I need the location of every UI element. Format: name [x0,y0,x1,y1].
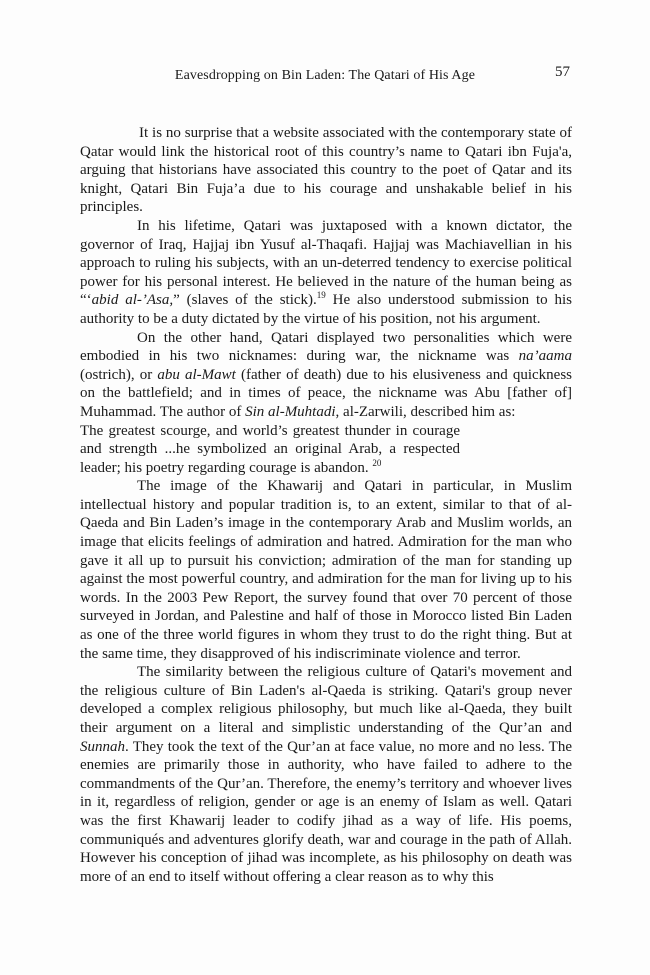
paragraph-3: On the other hand, Qatari displayed two personalities which were embodied in his two nicknames: during war, the nickname was na’aama (ostrich), or abu al-Mawt (father of death) due to his elusiveness and quickness on the battlefield; and in times of peace, the nickname was Abu [father of] Muhammad. The author of Sin al-Muhtadi, al-Zarwili, described him as: [80,329,572,420]
italic-term: abid al-’Asa, [91,292,174,309]
footnote-ref-20: 20 [372,457,382,468]
body-text [80,124,572,886]
italic-term: na’aama [518,348,572,365]
paragraph-4: The image of the Khawarij and Qatari in particular, in Muslim intellectual history and popular tradition is, to an extent, similar to that of al-Qaeda and Bin Laden’s image in the contemporary Arab and Muslim worlds, an image that elicits feelings of admiration and hatred. Admiration for the man who gave it all up to pursuit his conviction; admiration of the man for standing up against the most powerful country, and admiration for the man for living up to his words. In the 2003 Pew Report, the survey found that over 70 percent of those surveyed in Jordan, and Palestine and half of those in Morocco listed Bin Laden as one of the three world figures in whom they trust to do the right thing. But at the same time, they disapproved of his indiscriminate violence and terror. [80,478,572,662]
italic-title: Sin al-Muhtadi [245,403,336,420]
page-number: 57 [555,64,570,80]
italic-term: abu al-Mawt [157,366,236,383]
italic-term: Sunnah [80,738,125,755]
paragraph-2: In his lifetime, Qatari was juxtaposed with a known dictator, the governor of Iraq, Hajjaj ibn Yusuf al-Thaqafi. Hajjaj was Machiavellian in his approach to ruling his subjects, with an un-deterred tendency to exercise political power for his personal interest. He believed in the nature of the human being as “‘abid al-’Asa,” (slaves of the stick).$^{19}$ He also understood submission to his authority to be a duty dictated by the virtue of his position, not his argument. [80,217,573,327]
paragraph-1: It is no surprise that a website associated with the contemporary state of Qatar would link the historical root of this country’s name to Qatari ibn Fuja'a, arguing that historians have associated this country to the poet of Qatar and its knight, Qatari Bin Fuja’a due to his courage and unshakable belief in his principles. [80,125,572,216]
block-quote: The greatest scourge, and world’s greatest thunder in courage and strength ...he symbolized an original Arab, a respected leader; his poetry regarding courage is abandon. $^{20}$ [80,422,460,476]
footnote-ref-19: 19 [316,290,326,301]
running-header: Eavesdropping on Bin Laden: The Qatari of His Age [174,68,476,83]
paragraph-5: The similarity between the religious culture of Qatari's movement and the religious culture of Bin Laden's al-Qaeda is striking. Qatari's group never developed a complex religious philosophy, but much like al-Qaeda, they built their argument on a literal and simplistic understanding of the Qur’an and Sunnah. They took the text of the Qur’an at face value, no more and no less. The enemies are primarily those in authority, who have failed to adhere to the commandments of the Qur’an. Therefore, the enemy’s territory and whoever lives in it, regardless of religion, gender or age is an enemy of Islam as well. Qatari was the first Khawarij leader to codify jihad as a way of life. His poems, communiqués and adventures glorify death, war and courage in the path of Allah. However his conception of jihad was incomplete, as his philosophy on death was more of an end to itself without offering a clear reason as to why this [80,664,572,885]
